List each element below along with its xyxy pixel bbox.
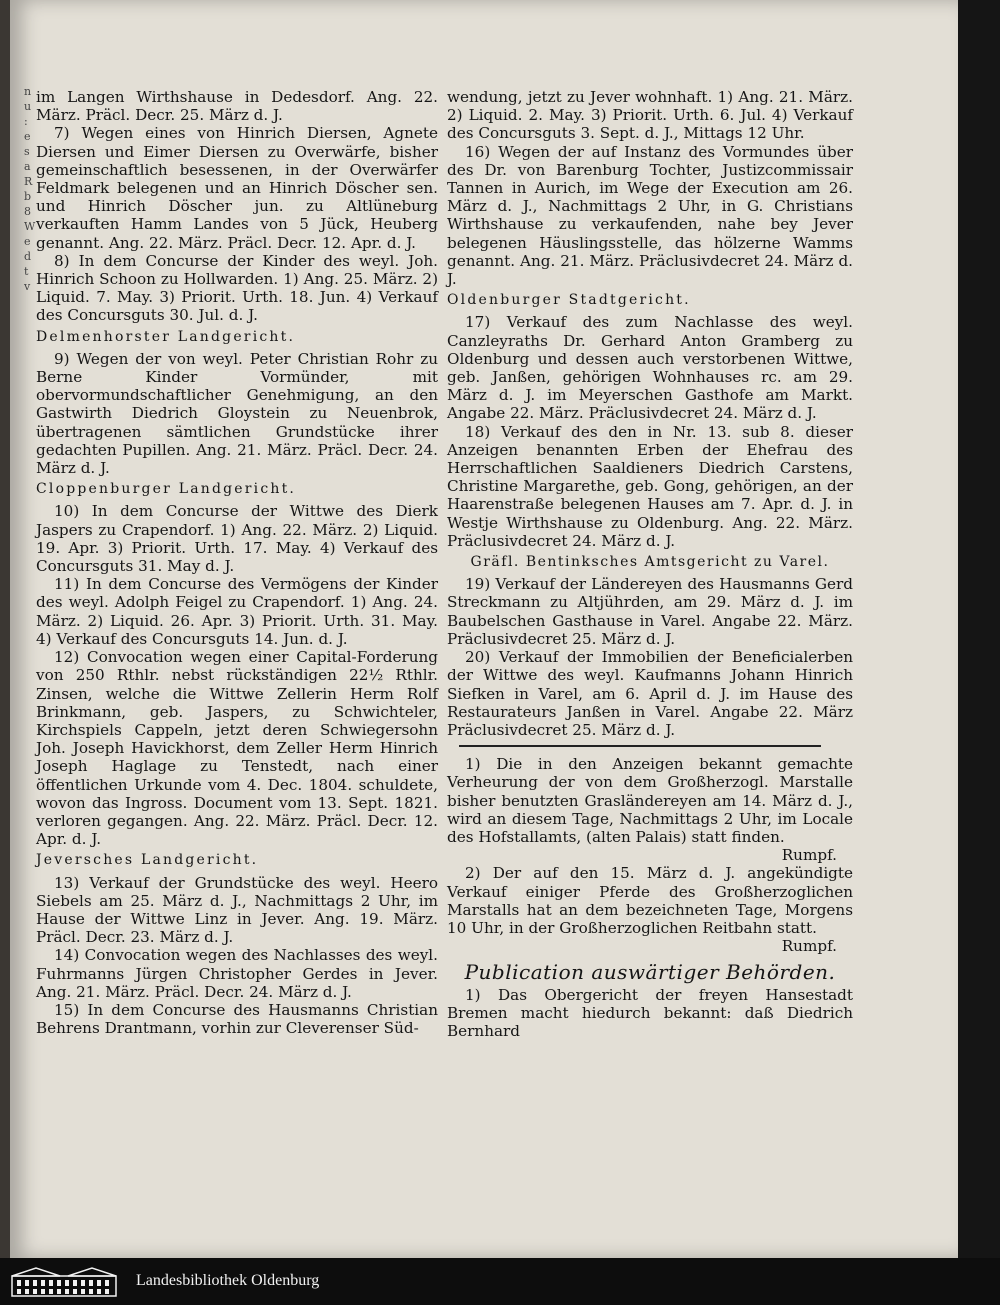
- signature: Rumpf.: [781, 846, 837, 865]
- notice-paragraph: 16) Wegen der auf Instanz des Vormundes über des Dr. von Barenburg Tochter, Justizcommissair Tannen in Aurich, im Wege der Execution am 26. März d. J., Nachmittags 2 Uhr, in G. Christians Wirthshause zu verkaufenden, nahe bey Jever belegenen Häuslingsstelle, das hölzerne Wamms genannt. Ang. 21. März. Präclusivdecret 24. März d. J.: [447, 142, 853, 289]
- section-divider: [459, 745, 821, 747]
- notice-paragraph: 1) Die in den Anzeigen bekannt gemachte Verheurung der von dem Großherzogl. Marstalle bisher benutzten Grasländereyen am 14. März d. J., wird an diesem Tage, Nachmittags 2 Uhr, im Locale des Hofstallamts, (alten Palais) statt finden.: [447, 755, 853, 846]
- notice-paragraph: 19) Verkauf der Ländereyen des Hausmanns Gerd Streckmann zu Altjührden, am 29. März d. J. im Baubelschen Gasthause in Varel. Angabe 22. März. Präclusivdecret 25. März d. J.: [447, 575, 853, 648]
- notice-paragraph: 20) Verkauf der Immobilien der Beneficialerben der Wittwe des weyl. Kaufmanns Johann Hinrich Siefken in Varel, am 6. April d. J. im Hause des Restaurateurs Janßen in Varel. Angabe 22. März Präclusivdecret 25. März d. J.: [447, 648, 853, 739]
- book-spine: [0, 0, 10, 1258]
- notice-paragraph: 18) Verkauf des den in Nr. 13. sub 8. dieser Anzeigen benannten Erben der Ehefrau des Herrschaftlichen Saaldieners Diedrich Carstens, Christine Margarethe, geb. Gong, gehörigen, an der Haarenstraße belegenen Hauses am 7. Apr. d. J. in Westje Wirthshause zu Oldenburg. Ang. 22. März. Präclusivdecret 24. März d. J.: [447, 422, 853, 550]
- notice-paragraph: 1) Das Obergericht der freyen Hansestadt Bremen macht hiedurch bekannt: daß Diedrich Bernhard: [447, 985, 853, 1040]
- notice-paragraph: 14) Convocation wegen des Nachlasses des weyl. Fuhrmanns Jürgen Christopher Gerdes in Jever. Ang. 21. März. Präcl. Decr. 24. März d. J.: [36, 946, 438, 1001]
- section-title: Publication auswärtiger Behörden.: [464, 960, 836, 985]
- court-heading: Jeversches Landgericht.: [36, 852, 259, 869]
- library-building-logo: [8, 1266, 120, 1298]
- notice-paragraph: 2) Der auf den 15. März d. J. angekündigte Verkauf einiger Pferde des Großherzoglichen Marstalls hat an dem bezeichneten Tage, Morgens 10 Uhr, in der Großherzoglichen Reitbahn statt.: [447, 864, 853, 937]
- notice-paragraph: 15) In dem Concurse des Hausmanns Christian Behrens Drantmann, vorhin zur Cleverenser Süd-: [36, 1000, 438, 1038]
- footer-bar: [0, 1258, 1000, 1305]
- notice-paragraph: 7) Wegen eines von Hinrich Diersen, Agnete Diersen und Eimer Diersen zu Overwärfe, bisher gemeinschaftlich besessenen, in der Overwärfer Feldmark belegenen und an Hinrich Döscher sen. und Hinrich Döscher jun. zu Altlüneburg verkauften Hamm Landes von 5 Jück, Heuberg genannt. Ang. 22. März. Präcl. Decr. 12. Apr. d. J.: [36, 124, 438, 252]
- margin-bleed-text: n u : e s a R b 8 W e d t v: [24, 85, 36, 293]
- notice-paragraph: 8) In dem Concurse der Kinder des weyl. Joh. Hinrich Schoon zu Hollwarden. 1) Ang. 25. März. 2) Liquid. 7. May. 3) Priorit. Urth. 18. Jun. 4) Verkauf des Concursguts 30. Jul. d. J.: [36, 251, 438, 325]
- court-heading: Oldenburger Stadtgericht.: [447, 292, 691, 309]
- court-heading: Gräfl. Bentinksches Amtsgericht zu Varel.: [470, 554, 830, 571]
- right-column: [447, 88, 853, 1040]
- notice-paragraph: 17) Verkauf des zum Nachlasse des weyl. Canzleyraths Dr. Gerhard Anton Gramberg zu Oldenburg und dessen auch verstorbenen Wittwe, geb. Janßen, gehörigen Wohnhauses rc. am 29. März d. J. im Meyerschen Gasthofe am Markt. Angabe 22. März. Präclusivdecret 24. März d. J.: [447, 313, 853, 423]
- notice-paragraph: 9) Wegen der von weyl. Peter Christian Rohr zu Berne Kinder Vormünder, mit obervormundschaftlicher Genehmigung, an den Gastwirth Diedrich Gloystein zu Neuenbrok, übertragenen sämtlichen Grundstücke ihrer gedachten Pupillen. Ang. 21. März. Präcl. Decr. 24. März d. J.: [36, 349, 438, 478]
- notice-paragraph: im Langen Wirthshause in Dedesdorf. Ang. 22. März. Präcl. Decr. 25. März d. J.: [36, 88, 438, 125]
- notice-paragraph: 13) Verkauf der Grundstücke des weyl. Heero Siebels am 25. März d. J., Nachmittags 2 Uhr, im Hause der Wittwe Linz in Jever. Ang. 19. März. Präcl. Decr. 23. März d. J.: [36, 873, 438, 947]
- signature: Rumpf.: [781, 937, 837, 956]
- newspaper-page: [10, 0, 958, 1258]
- notice-paragraph: wendung, jetzt zu Jever wohnhaft. 1) Ang. 21. März. 2) Liquid. 2. May. 3) Priorit. Urth. 6. Jul. 4) Verkauf des Concursguts 3. Sept. d. J., Mittags 12 Uhr.: [447, 88, 853, 143]
- notice-paragraph: 12) Convocation wegen einer Capital-Forderung von 250 Rthlr. nebst rückständigen 22½ Rthlr. Zinsen, welche die Wittwe Zellerin Herm Rolf Brinkmann, geb. Jaspers, zu Schwichteler, Kirchspiels Cappeln, jetzt deren Schwiegersohn Joh. Joseph Havickhorst, dem Zeller Herm Hinrich Joseph Haglage zu Tenstedt, nach einer öffentlichen Urkunde vom 4. Dec. 1804. schuldete, wovon das Ingross. Document vom 13. Sept. 1821. verloren gegangen. Ang. 22. März. Präcl. Decr. 12. Apr. d. J.: [36, 648, 438, 849]
- library-link[interactable]: Landesbibliothek Oldenburg: [136, 1272, 320, 1289]
- left-column: [36, 88, 438, 1037]
- notice-paragraph: 11) In dem Concurse des Vermögens der Kinder des weyl. Adolph Feigel zu Crapendorf. 1) Ang. 24. März. 2) Liquid. 26. Apr. 3) Priorit. Urth. 31. May. 4) Verkauf des Concursguts 14. Jun. d. J.: [36, 575, 438, 648]
- notice-paragraph: 10) In dem Concurse der Wittwe des Dierk Jaspers zu Crapendorf. 1) Ang. 22. März. 2) Liquid. 19. Apr. 3) Priorit. Urth. 17. May. 4) Verkauf des Concursguts 31. May d. J.: [36, 502, 438, 576]
- court-heading: Delmenhorster Landgericht.: [36, 328, 296, 345]
- court-heading: Cloppenburger Landgericht.: [36, 481, 297, 498]
